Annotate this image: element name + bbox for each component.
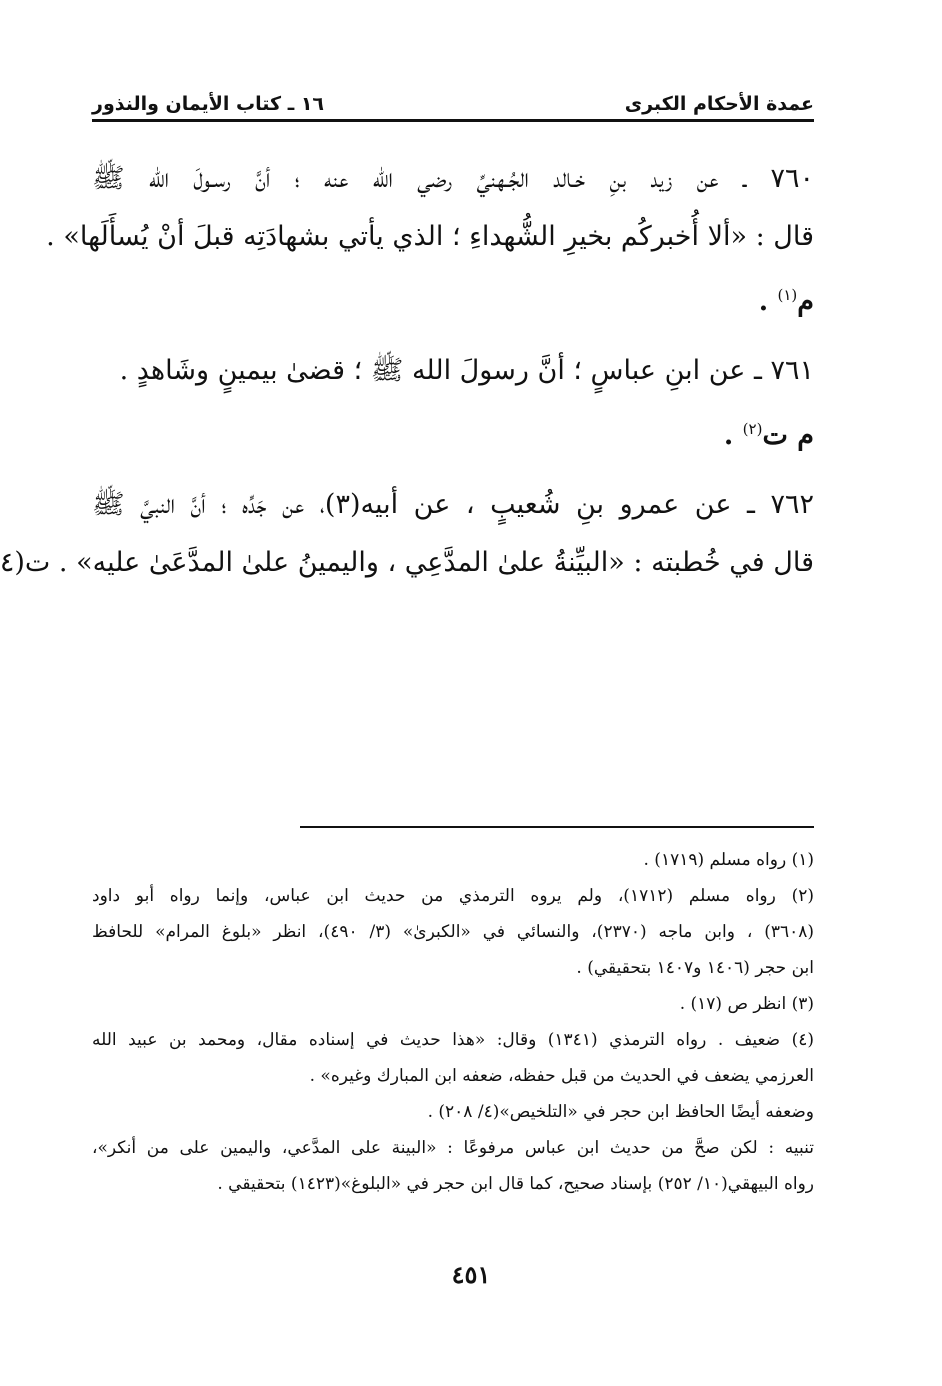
footnote-line: ابن حجر (١٤٠٦ و١٤٠٧ بتحقيقي) . xyxy=(576,958,814,978)
footnote-line: العرزمي يضعف في الحديث من قبل حفظه، ضعفه ابن المبارك وغيره» . xyxy=(309,1066,814,1086)
running-header xyxy=(92,88,814,122)
hadith-761 xyxy=(92,342,814,462)
footnote-line: وضعفه أيضًا الحافظ ابن حجر في «التلخيص»(٤/ ٢٠٨) . xyxy=(427,1102,814,1122)
footnote-line: (٤) ضعيف . رواه الترمذي (١٣٤١) وقال: «هذا حديث في إسناده مقال، ومحمد بن عبيد الله xyxy=(92,1030,814,1050)
hadith-line: ٧٦١ ـ عن ابنِ عباسٍ ؛ أنَّ رسولَ الله ﷺ ؛ قضىٰ بيمينٍ وشَاهدٍ . xyxy=(119,355,814,386)
source-symbol: م ت xyxy=(762,420,814,451)
footnote-line: (٣) انظر ص (١٧) . xyxy=(679,994,814,1014)
source-symbol: م xyxy=(797,286,814,317)
footnote-line: رواه البيهقي(١٠/ ٢٥٢) بإسناد صحيح، كما قال ابن حجر في «البلوغ»(١٤٢٣) بتحقيقي . xyxy=(217,1174,814,1194)
hadith-line: ٧٦٠ ـ عن زيد بنِ خـالد الجُـهنيِّ رضي الله عنه ؛ أنَّ رسـولَ الله ﷺ xyxy=(92,163,814,194)
hadith-line: قال في خُطبته : «البيِّنةُ علىٰ المدَّعِي ، واليمينُ علىٰ المدَّعَىٰ عليه» . ت(٤ xyxy=(0,547,814,578)
source-marker: م$^{(١)}$ . xyxy=(758,286,814,317)
footnote-ref: (١) xyxy=(777,286,798,304)
source-marker: م ت$^{(٢)}$ . xyxy=(723,420,814,451)
footnote-line: تنبيه : لكن صحَّ من حديث ابن عباس مرفوعًا : «البينة على المدَّعي، واليمين على من أنكر»، xyxy=(92,1138,814,1158)
hadith-line: ٧٦٢ ـ عن عمرو بنِ شُعيبٍ ، عن أبيه(٣)، عن جَدِّه ؛ أنَّ النبيَّ ﷺ xyxy=(92,489,814,520)
footnote-ref: (٢) xyxy=(742,420,763,438)
chapter-title: ١٦ ـ كتاب الأيمان والنذور xyxy=(92,93,325,115)
book-title: عمدة الأحكام الكبرى xyxy=(624,93,814,115)
footnote-line: (١) رواه مسلم (١٧١٩) . xyxy=(643,850,814,870)
hadith-760 xyxy=(46,150,814,328)
footnote-line: (٢) رواه مسلم (١٧١٢)، ولم يروه الترمذي من حديث ابن عباس، وإنما رواه أبو داود xyxy=(92,886,814,906)
hadith-line: قال : «ألا أُخبركُم بخيرِ الشُّهداءِ ؛ الذي يأتي بشهادَتِه قبلَ أنْ يُسأَلَها» . xyxy=(46,221,814,252)
footnote-separator xyxy=(300,826,814,828)
footnote-line: (٣٦٠٨) ، وابن ماجه (٢٣٧٠)، والنسائي في «الكبرىٰ» (٣/ ٤٩٠)، انظر «بلوغ المرام» للحافظ xyxy=(92,922,815,942)
main-text xyxy=(0,150,814,592)
page-number: ٤٥١ xyxy=(451,1260,491,1289)
footnotes xyxy=(92,842,814,1202)
hadith-762 xyxy=(0,476,814,592)
